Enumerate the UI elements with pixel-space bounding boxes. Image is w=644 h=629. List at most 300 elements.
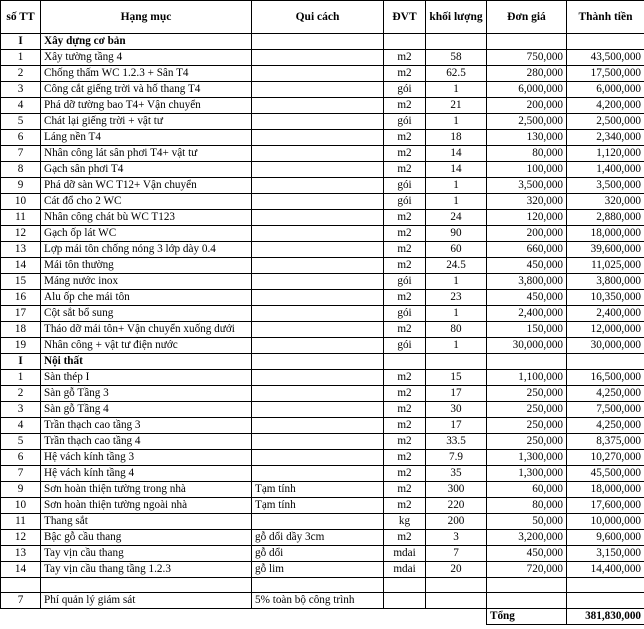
cell-unit: m2 xyxy=(384,530,426,546)
cell-total: 3,150,000 xyxy=(567,546,644,562)
cell-price: 3,500,000 xyxy=(487,178,567,194)
cell-total: 2,880,000 xyxy=(567,210,644,226)
cell-no: 1 xyxy=(1,370,41,386)
empty-cell xyxy=(384,354,426,370)
fee-item: Phí quản lý giám sát xyxy=(41,593,252,609)
cell-unit: kg xyxy=(384,514,426,530)
cell-no: 13 xyxy=(1,242,41,258)
cell-unit: m2 xyxy=(384,498,426,514)
table-row xyxy=(1,370,644,386)
cell-price: 1,100,000 xyxy=(487,370,567,386)
cell-unit: m2 xyxy=(384,226,426,242)
cell-qty: 20 xyxy=(426,562,487,578)
cell-unit: m2 xyxy=(384,466,426,482)
cell-item: Xây tường tầng 4 xyxy=(41,50,252,66)
cell-spec xyxy=(252,338,384,354)
cell-total: 320,000 xyxy=(567,194,644,210)
table-row xyxy=(1,562,644,578)
cell-item: Sàn gỗ Tầng 3 xyxy=(41,386,252,402)
cell-qty: 1 xyxy=(426,274,487,290)
cell-price: 2,500,000 xyxy=(487,114,567,130)
table-row xyxy=(1,386,644,402)
cell-spec: Tạm tính xyxy=(252,498,384,514)
cell-spec xyxy=(252,130,384,146)
cell-total: 4,250,000 xyxy=(567,386,644,402)
cell-unit: m2 xyxy=(384,146,426,162)
cell-item: Phá dỡ sàn WC T12+ Vận chuyển xyxy=(41,178,252,194)
cell-qty: 80 xyxy=(426,322,487,338)
cell-unit: mdai xyxy=(384,546,426,562)
cell-item: Bậc gỗ cầu thang xyxy=(41,530,252,546)
section-title: Xây dựng cơ bản xyxy=(41,34,252,50)
total-value: 381,830,000 xyxy=(567,609,644,625)
cell-item: Láng nền T4 xyxy=(41,130,252,146)
cell-unit: gói xyxy=(384,194,426,210)
cell-spec xyxy=(252,210,384,226)
col-header-spec: Qui cách xyxy=(252,1,384,34)
cell-spec xyxy=(252,514,384,530)
cell-price: 3,800,000 xyxy=(487,274,567,290)
col-header-qty: khối lượng xyxy=(426,1,487,34)
table-row xyxy=(1,418,644,434)
cell-spec xyxy=(252,418,384,434)
empty-cell xyxy=(426,609,487,625)
col-header-price: Đơn giá xyxy=(487,1,567,34)
cell-unit: m2 xyxy=(384,322,426,338)
cell-price: 450,000 xyxy=(487,546,567,562)
cell-no: 2 xyxy=(1,386,41,402)
cell-item: Sơn hoàn thiện tường trong nhà xyxy=(41,482,252,498)
table-row xyxy=(1,322,644,338)
cell-item: Chống thấm WC 1.2.3 + Sân T4 xyxy=(41,66,252,82)
cell-price: 50,000 xyxy=(487,514,567,530)
cell-item: Tay vịn cầu thang xyxy=(41,546,252,562)
cell-spec xyxy=(252,386,384,402)
section-no: I xyxy=(1,34,41,50)
cell-item: Thang sắt xyxy=(41,514,252,530)
cell-qty: 1 xyxy=(426,338,487,354)
cell-no: 2 xyxy=(1,66,41,82)
cell-unit: m2 xyxy=(384,370,426,386)
table-row xyxy=(1,146,644,162)
table-row xyxy=(1,194,644,210)
cell-price: 1,300,000 xyxy=(487,466,567,482)
cell-total: 7,500,000 xyxy=(567,402,644,418)
cell-price: 280,000 xyxy=(487,66,567,82)
cell-price: 150,000 xyxy=(487,322,567,338)
cell-spec: Tạm tính xyxy=(252,482,384,498)
cell-total: 2,340,000 xyxy=(567,130,644,146)
empty-cell xyxy=(487,354,567,370)
cell-unit: m2 xyxy=(384,482,426,498)
cell-no: 8 xyxy=(1,162,41,178)
cell-total: 6,000,000 xyxy=(567,82,644,98)
table-row xyxy=(1,482,644,498)
cell-no: 14 xyxy=(1,258,41,274)
cell-unit: m2 xyxy=(384,130,426,146)
fee-row xyxy=(1,593,644,609)
cell-no: 5 xyxy=(1,114,41,130)
col-header-no: số TT xyxy=(1,1,41,34)
table-row xyxy=(1,498,644,514)
cell-unit: m2 xyxy=(384,66,426,82)
cell-no: 11 xyxy=(1,514,41,530)
empty-cell xyxy=(252,609,384,625)
cell-item: Nhân công lát sân phơi T4+ vật tư xyxy=(41,146,252,162)
empty-cell xyxy=(567,34,644,50)
cell-item: Sàn thép I xyxy=(41,370,252,386)
cell-no: 19 xyxy=(1,338,41,354)
cell-unit: m2 xyxy=(384,418,426,434)
cell-spec xyxy=(252,258,384,274)
empty-cell xyxy=(252,354,384,370)
cell-item: Công cắt giếng trời và hố thang T4 xyxy=(41,82,252,98)
cell-price: 80,000 xyxy=(487,146,567,162)
cell-no: 16 xyxy=(1,290,41,306)
cell-total: 8,375,000 xyxy=(567,434,644,450)
cell-unit: gói xyxy=(384,338,426,354)
cell-item: Nhân công + vật tư điện nước xyxy=(41,338,252,354)
cell-no: 17 xyxy=(1,306,41,322)
cell-qty: 1 xyxy=(426,194,487,210)
cell-no: 4 xyxy=(1,98,41,114)
cell-qty: 1 xyxy=(426,306,487,322)
cell-item: Mái tôn thường xyxy=(41,258,252,274)
table-row xyxy=(1,66,644,82)
section-row xyxy=(1,34,644,50)
cell-price: 200,000 xyxy=(487,98,567,114)
cell-price: 6,000,000 xyxy=(487,82,567,98)
cell-price: 130,000 xyxy=(487,130,567,146)
cell-qty: 23 xyxy=(426,290,487,306)
cell-unit: gói xyxy=(384,82,426,98)
cell-no: 4 xyxy=(1,418,41,434)
cell-no: 12 xyxy=(1,530,41,546)
cell-spec xyxy=(252,402,384,418)
cell-spec xyxy=(252,322,384,338)
cell-item: Hệ vách kính tầng 4 xyxy=(41,466,252,482)
cell-total: 18,000,000 xyxy=(567,482,644,498)
fee-spec: 5% toàn bộ công trình xyxy=(252,593,384,609)
cell-unit: m2 xyxy=(384,98,426,114)
empty-cell xyxy=(426,593,487,609)
total-row xyxy=(1,609,644,625)
cell-item: Chát lại giếng trời + vật tư xyxy=(41,114,252,130)
cell-no: 11 xyxy=(1,210,41,226)
cell-price: 720,000 xyxy=(487,562,567,578)
cell-item: Lợp mái tôn chống nóng 3 lớp dày 0.4 xyxy=(41,242,252,258)
cell-qty: 1 xyxy=(426,178,487,194)
cell-total: 11,025,000 xyxy=(567,258,644,274)
cell-qty: 15 xyxy=(426,370,487,386)
cell-qty: 17 xyxy=(426,386,487,402)
cell-item: Gạch ốp lát WC xyxy=(41,226,252,242)
cell-price: 3,200,000 xyxy=(487,530,567,546)
fee-no: 7 xyxy=(1,593,41,609)
cell-no: 9 xyxy=(1,178,41,194)
empty-cell xyxy=(426,578,487,593)
cell-no: 10 xyxy=(1,194,41,210)
cell-no: 7 xyxy=(1,146,41,162)
cell-price: 750,000 xyxy=(487,50,567,66)
empty-cell xyxy=(487,578,567,593)
cell-item: Hệ vách kính tầng 3 xyxy=(41,450,252,466)
empty-cell xyxy=(567,578,644,593)
empty-cell xyxy=(487,593,567,609)
cell-item: Sơn hoàn thiện tường ngoài nhà xyxy=(41,498,252,514)
table-row xyxy=(1,130,644,146)
cell-no: 9 xyxy=(1,482,41,498)
cell-no: 6 xyxy=(1,450,41,466)
empty-cell xyxy=(384,609,426,625)
cell-total: 1,120,000 xyxy=(567,146,644,162)
cell-total: 9,600,000 xyxy=(567,530,644,546)
cell-total: 39,600,000 xyxy=(567,242,644,258)
cell-spec xyxy=(252,178,384,194)
cell-total: 10,350,000 xyxy=(567,290,644,306)
cell-spec xyxy=(252,82,384,98)
cell-price: 250,000 xyxy=(487,418,567,434)
cell-qty: 24.5 xyxy=(426,258,487,274)
cell-no: 18 xyxy=(1,322,41,338)
col-header-item: Hạng mục xyxy=(41,1,252,34)
cell-no: 1 xyxy=(1,50,41,66)
cell-qty: 30 xyxy=(426,402,487,418)
cell-total: 2,500,000 xyxy=(567,114,644,130)
cell-qty: 62.5 xyxy=(426,66,487,82)
table-row xyxy=(1,514,644,530)
table-row xyxy=(1,546,644,562)
cell-total: 1,400,000 xyxy=(567,162,644,178)
cell-price: 250,000 xyxy=(487,402,567,418)
cell-qty: 21 xyxy=(426,98,487,114)
cell-spec xyxy=(252,450,384,466)
cell-qty: 17 xyxy=(426,418,487,434)
empty-cell xyxy=(487,34,567,50)
table-row xyxy=(1,530,644,546)
cell-no: 14 xyxy=(1,562,41,578)
empty-cell xyxy=(426,34,487,50)
cell-total: 45,500,000 xyxy=(567,466,644,482)
cell-unit: gói xyxy=(384,114,426,130)
cell-unit: m2 xyxy=(384,210,426,226)
cell-spec: gỗ dổi dầy 3cm xyxy=(252,530,384,546)
col-header-total: Thành tiền xyxy=(567,1,644,34)
cell-qty: 7 xyxy=(426,546,487,562)
cell-price: 60,000 xyxy=(487,482,567,498)
cell-no: 3 xyxy=(1,402,41,418)
cell-qty: 60 xyxy=(426,242,487,258)
cell-spec: gỗ lim xyxy=(252,562,384,578)
cell-item: Trần thạch cao tầng 3 xyxy=(41,418,252,434)
cell-price: 30,000,000 xyxy=(487,338,567,354)
cell-no: 15 xyxy=(1,274,41,290)
cell-total: 30,000,000 xyxy=(567,338,644,354)
cell-spec xyxy=(252,66,384,82)
cell-price: 200,000 xyxy=(487,226,567,242)
cell-spec xyxy=(252,114,384,130)
empty-cell xyxy=(1,578,41,593)
cell-total: 2,400,000 xyxy=(567,306,644,322)
table-row xyxy=(1,242,644,258)
cell-spec xyxy=(252,162,384,178)
cell-price: 320,000 xyxy=(487,194,567,210)
table-row xyxy=(1,434,644,450)
cell-unit: m2 xyxy=(384,242,426,258)
cell-unit: m2 xyxy=(384,290,426,306)
cell-no: 7 xyxy=(1,466,41,482)
cell-qty: 7.9 xyxy=(426,450,487,466)
cell-item: Tháo dỡ mái tôn+ Vận chuyển xuống dưới xyxy=(41,322,252,338)
cell-qty: 14 xyxy=(426,146,487,162)
table-row xyxy=(1,306,644,322)
section-row xyxy=(1,354,644,370)
cell-spec xyxy=(252,290,384,306)
cell-price: 100,000 xyxy=(487,162,567,178)
cell-price: 250,000 xyxy=(487,434,567,450)
cell-unit: mdai xyxy=(384,562,426,578)
cell-price: 660,000 xyxy=(487,242,567,258)
table-row xyxy=(1,50,644,66)
empty-cell xyxy=(384,593,426,609)
cell-item: Cát đổ cho 2 WC xyxy=(41,194,252,210)
cell-item: Phá dỡ tường bao T4+ Vận chuyển xyxy=(41,98,252,114)
cell-item: Trần thạch cao tầng 4 xyxy=(41,434,252,450)
cell-unit: m2 xyxy=(384,434,426,450)
table-body xyxy=(1,34,644,625)
cell-unit: m2 xyxy=(384,386,426,402)
cell-no: 3 xyxy=(1,82,41,98)
table-row xyxy=(1,466,644,482)
cell-price: 2,400,000 xyxy=(487,306,567,322)
cell-unit: m2 xyxy=(384,450,426,466)
empty-cell xyxy=(41,609,252,625)
cell-qty: 300 xyxy=(426,482,487,498)
cell-item: Alu ốp che mái tôn xyxy=(41,290,252,306)
cell-unit: gói xyxy=(384,178,426,194)
empty-cell xyxy=(384,34,426,50)
cell-qty: 58 xyxy=(426,50,487,66)
table-row xyxy=(1,402,644,418)
cell-qty: 35 xyxy=(426,466,487,482)
cell-price: 80,000 xyxy=(487,498,567,514)
section-title: Nội thất xyxy=(41,354,252,370)
cell-qty: 33.5 xyxy=(426,434,487,450)
cell-total: 3,800,000 xyxy=(567,274,644,290)
total-label: Tổng xyxy=(487,609,567,625)
table-row xyxy=(1,338,644,354)
cell-unit: m2 xyxy=(384,162,426,178)
cell-item: Sàn gỗ Tầng 4 xyxy=(41,402,252,418)
table-row xyxy=(1,274,644,290)
cell-total: 17,500,000 xyxy=(567,66,644,82)
empty-cell xyxy=(426,354,487,370)
table-row xyxy=(1,210,644,226)
cell-total: 3,500,000 xyxy=(567,178,644,194)
cell-spec xyxy=(252,146,384,162)
table-row xyxy=(1,114,644,130)
cell-spec xyxy=(252,242,384,258)
cell-qty: 90 xyxy=(426,226,487,242)
header-row xyxy=(1,1,644,34)
cell-total: 43,500,000 xyxy=(567,50,644,66)
cell-total: 10,000,000 xyxy=(567,514,644,530)
cell-spec xyxy=(252,306,384,322)
cell-qty: 200 xyxy=(426,514,487,530)
table-row xyxy=(1,178,644,194)
cell-spec: gỗ dổi xyxy=(252,546,384,562)
cell-spec xyxy=(252,370,384,386)
cell-unit: m2 xyxy=(384,50,426,66)
empty-cell xyxy=(384,578,426,593)
cell-no: 12 xyxy=(1,226,41,242)
cell-total: 18,000,000 xyxy=(567,226,644,242)
cell-total: 4,200,000 xyxy=(567,98,644,114)
cell-total: 10,270,000 xyxy=(567,450,644,466)
cell-qty: 18 xyxy=(426,130,487,146)
cell-total: 16,500,000 xyxy=(567,370,644,386)
cell-unit: m2 xyxy=(384,258,426,274)
empty-cell xyxy=(567,593,644,609)
cell-qty: 1 xyxy=(426,114,487,130)
cell-unit: gói xyxy=(384,306,426,322)
empty-cell xyxy=(252,34,384,50)
cell-total: 14,400,000 xyxy=(567,562,644,578)
empty-cell xyxy=(41,578,252,593)
cell-total: 12,000,000 xyxy=(567,322,644,338)
table-row xyxy=(1,98,644,114)
cell-item: Gạch sân phơi T4 xyxy=(41,162,252,178)
cell-spec xyxy=(252,50,384,66)
cell-price: 1,300,000 xyxy=(487,450,567,466)
cell-qty: 3 xyxy=(426,530,487,546)
cell-price: 450,000 xyxy=(487,258,567,274)
cell-price: 450,000 xyxy=(487,290,567,306)
cell-price: 250,000 xyxy=(487,386,567,402)
cell-item: Nhân công chát bù WC T123 xyxy=(41,210,252,226)
table-row xyxy=(1,290,644,306)
cell-qty: 14 xyxy=(426,162,487,178)
cell-item: Máng nước inox xyxy=(41,274,252,290)
cell-item: Cột sắt bổ sung xyxy=(41,306,252,322)
spacer-row xyxy=(1,578,644,593)
cell-item: Tay vịn cầu thang tầng 1.2.3 xyxy=(41,562,252,578)
cell-unit: gói xyxy=(384,274,426,290)
cell-qty: 220 xyxy=(426,498,487,514)
cell-price: 120,000 xyxy=(487,210,567,226)
cell-total: 4,250,000 xyxy=(567,418,644,434)
cell-spec xyxy=(252,194,384,210)
cell-no: 10 xyxy=(1,498,41,514)
col-header-unit: ĐVT xyxy=(384,1,426,34)
empty-cell xyxy=(252,578,384,593)
cell-no: 13 xyxy=(1,546,41,562)
table-row xyxy=(1,82,644,98)
cell-spec xyxy=(252,226,384,242)
cell-unit: m2 xyxy=(384,402,426,418)
section-no: I xyxy=(1,354,41,370)
empty-cell xyxy=(1,609,41,625)
cell-spec xyxy=(252,434,384,450)
table-row xyxy=(1,450,644,466)
cell-qty: 24 xyxy=(426,210,487,226)
table-row xyxy=(1,162,644,178)
cell-spec xyxy=(252,274,384,290)
empty-cell xyxy=(567,354,644,370)
cell-no: 5 xyxy=(1,434,41,450)
table-row xyxy=(1,226,644,242)
cell-spec xyxy=(252,466,384,482)
